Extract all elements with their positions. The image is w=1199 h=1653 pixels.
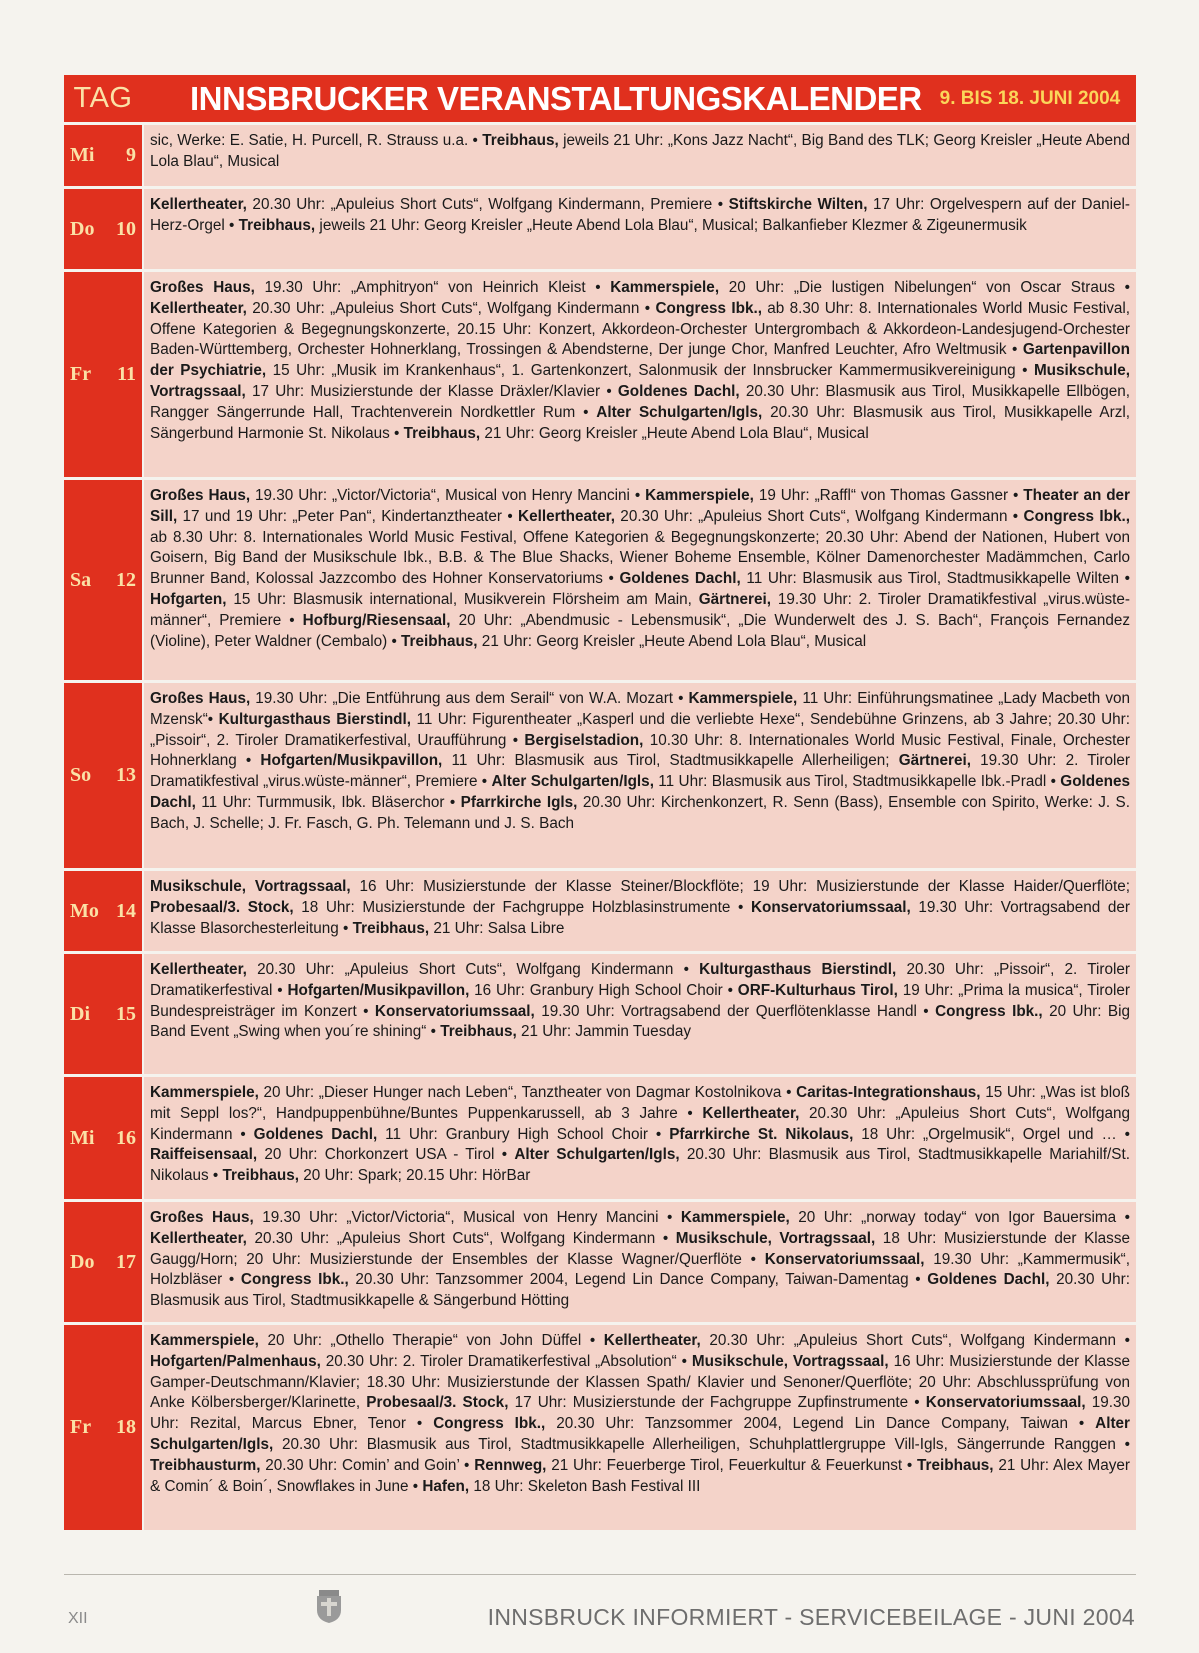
event-details: 19.30 Uhr: „Die Entführung aus dem Serail“ von W.A. Mozart • [250, 690, 689, 707]
venue-name: Kammerspiele, [150, 1084, 259, 1101]
event-details: 11 Uhr: Figurentheater „Kasperl und die verliebte Hexe“, Sendebühne Grinzens, ab 3 Jahre; 20.30 Uhr: „Pissoir“, 2. Tiroler Dramatikerfestival, Uraufführung • [150, 710, 1131, 749]
venue-name: Theater an der Sill, [150, 487, 1131, 525]
venue-name: Goldenes Dachl, [619, 570, 741, 588]
venue-name: Kellertheater, [702, 1104, 800, 1122]
venue-name: Kammerspiele, [680, 1209, 790, 1226]
event-details: 11 Uhr: Turmmusik, Ibk. Bläserchor • [195, 793, 461, 811]
venue-name: Rennweg, [474, 1456, 547, 1474]
venue-name: Treibhaus, [440, 1023, 517, 1041]
venue-name: Konservatoriumssaal, [750, 898, 911, 916]
venue-name: Kammerspiele, [610, 279, 720, 296]
venue-name: Kammerspiele, [688, 690, 798, 707]
event-details: 20.30 Uhr: „Apuleius Short Cuts“, Wolfgang Kindermann • [614, 507, 1024, 525]
weekday: Di [70, 1002, 90, 1025]
venue-name: Großes Haus, [150, 1209, 254, 1226]
event-details: 15 Uhr: „Was ist bloß mit Seppl los?“, Handpuppenbühne/Buntes Puppenkarussell, ab 3 Jahre • [150, 1084, 1130, 1122]
day-number: 13 [116, 764, 136, 786]
venue-name: Musikschule, Vortragssaal, [150, 362, 1130, 400]
calendar-title: INNSBRUCKER VERANSTALTUNGSKALENDER [190, 79, 922, 117]
weekday: So [70, 764, 92, 786]
venue-name: Kammerspiele, [150, 1332, 259, 1349]
venue-name: Konservatoriumssaal, [925, 1394, 1086, 1412]
event-details: 11 Uhr: Blasmusik aus Tirol, Stadtmusikkapelle Wilten • [740, 570, 1130, 588]
day-cell [64, 954, 142, 1074]
event-details: 16 Uhr: Granbury High School Choir • [469, 981, 738, 999]
venue-name: Goldenes Dachl, [150, 773, 1130, 811]
event-details: 20 Uhr: „Abendmusic - Lebensmusik“, „Die Wunderwelt des J. S. Bach“, François Fernandez (Violine), Peter Waldner (Cembalo) • [150, 611, 1130, 650]
event-details: 21 Uhr: Feuerberge Tirol, Feuerkultur & Feuerkunst • [546, 1456, 918, 1474]
day-events [144, 683, 1136, 868]
venue-name: Congress Ibk., [655, 299, 762, 317]
day-events [144, 272, 1136, 477]
weekday: Do [70, 217, 95, 240]
venue-name: Treibhaus, [482, 132, 559, 149]
event-details: 20 Uhr: „Dieser Hunger nach Leben“, Tanztheater von Dagmar Kostolnikova • [258, 1084, 797, 1101]
venue-name: Treibhaus, [238, 216, 316, 234]
event-details: 19.30 Uhr: 2. Tiroler Dramatikfestival „virus.wüste-männer“, Premiere • [150, 752, 1130, 791]
venue-name: Gärtnerei, [898, 752, 971, 770]
day-events [144, 189, 1136, 269]
event-details: 20 Uhr: Chorkonzert USA - Tirol • [257, 1146, 515, 1164]
event-details: 16 Uhr: Musizierstunde der Klasse Gamper-Deutschmann/Klavier; 18.30 Uhr: Musizierstunde der Klassen Spath/ Klavier und Senoner/Querflöte; 20 Uhr: Abschlussprüfung von Anke Kölbersberger/Klarinette, [150, 1352, 1130, 1412]
event-details: 20 Uhr: „Othello Therapie“ von John Düffel • [258, 1332, 604, 1349]
venue-name: Goldenes Dachl, [617, 382, 740, 400]
day-row [64, 1202, 1136, 1322]
weekday: Sa [70, 568, 92, 591]
venue-name: Kulturgasthaus Bierstindl, [218, 710, 412, 728]
venue-name: Großes Haus, [150, 690, 251, 707]
event-details: 21 Uhr: Salsa Libre [429, 919, 565, 937]
venue-name: Hofgarten/Musikpavillon, [287, 981, 470, 999]
venue-name: Goldenes Dachl, [927, 1271, 1050, 1289]
event-details: 20.30 Uhr: „Apuleius Short Cuts“, Wolfgang Kindermann, Premiere • [246, 196, 729, 213]
weekday: Do [70, 1250, 95, 1273]
event-details: 20.30 Uhr: Blasmusik aus Tirol, Stadtmusikkapelle Mariahilf/St. Nikolaus • [150, 1146, 1130, 1185]
venue-name: Kellertheater, [150, 961, 247, 978]
venue-name: Hafen, [422, 1477, 470, 1495]
venue-name: Kellertheater, [603, 1332, 701, 1349]
innsbruck-crest-icon [315, 1588, 343, 1624]
event-details: 21 Uhr: Alex Mayer & Comin´ & Boin´, Snowflakes in June • [150, 1456, 1131, 1495]
event-details: 20 Uhr: „Die lustigen Nibelungen“ von Oscar Straus • [719, 279, 1131, 296]
venue-name: Kulturgasthaus Bierstindl, [699, 961, 897, 978]
day-row [64, 871, 1136, 951]
venue-name: Alter Schulgarten/Igls, [491, 773, 654, 791]
day-row [64, 1325, 1136, 1530]
day-cell [64, 125, 142, 186]
page-number: XII [68, 1610, 88, 1627]
venue-name: Pfarrkirche Igls, [460, 793, 578, 811]
event-details: 21 Uhr: Georg Kreisler „Heute Abend Lola Blau“, Musical [480, 424, 869, 442]
event-details: 20 Uhr: Big Band Event „Swing when you´re shining“ • [150, 1002, 1130, 1041]
day-number: 15 [116, 1002, 136, 1025]
venue-name: Konservatoriumssaal, [764, 1250, 925, 1268]
event-details: jeweils 21 Uhr: Georg Kreisler „Heute Abend Lola Blau“, Musical; Balkanfieber Klezmer & Zigeunermusik [315, 216, 1027, 234]
event-details: 20 Uhr: Spark; 20.15 Uhr: HörBar [299, 1167, 531, 1185]
day-number: 9 [126, 144, 136, 166]
event-details: 20.30 Uhr: „Apuleius Short Cuts“, Wolfgang Kindermann • [700, 1332, 1130, 1349]
event-details: 18 Uhr: Musizierstunde der Fachgruppe Holzblasinstrumente • [293, 898, 751, 916]
footer-divider [64, 1574, 1136, 1575]
day-cell [64, 871, 142, 951]
day-row [64, 954, 1136, 1074]
event-details: ab 8.30 Uhr: 8. Internationales World Music Festival, Offene Kategorien & Begegnungskonzerte, 20.15 Uhr: Konzert, Akkordeon-Orchester Untergrombach & Akkordeon-Landesjugend-Orchester Baden-Württemberg, Orchester Hohnerklang, Trossingen & Abendsterne, Der junge Chor, Manfred Leuchter, Afro Weltmusik • [150, 299, 1131, 359]
event-details: 20.30 Uhr: Comin’ and Goin’ • [260, 1456, 475, 1474]
venue-name: Alter Schulgarten/Igls, [596, 403, 763, 421]
day-number: 11 [117, 363, 136, 385]
event-details: 18 Uhr: Musizierstunde der Klasse Gaugg/Horn; 20 Uhr: Musizierstunde der Ensembles der Klasse Wagner/Querflöte • [150, 1229, 1130, 1268]
venue-name: Alter Schulgarten/Igls, [150, 1415, 1131, 1453]
venue-name: Treibhaus, [222, 1167, 300, 1185]
publication-footer: INNSBRUCK INFORMIERT - SERVICEBEILAGE - JUNI 2004 [487, 1604, 1135, 1630]
venue-name: Konservatoriumssaal, [374, 1002, 535, 1020]
day-number: 16 [116, 1126, 136, 1149]
event-details: 19.30 Uhr: Rezital, Marcus Ebner, Tenor • [150, 1394, 1130, 1433]
venue-name: Hofgarten, [150, 590, 227, 608]
event-details: 19.30 Uhr: 2. Tiroler Dramatikfestival „virus.wüste-männer“, Premiere • [150, 590, 1131, 629]
venue-name: Congress Ibk., [935, 1002, 1043, 1020]
event-details: 18 Uhr: „Orgelmusik“, Orgel und … • [853, 1125, 1131, 1143]
venue-name: Musikschule, Vortragssaal, [691, 1352, 889, 1370]
venue-name: Kellertheater, [150, 299, 247, 317]
venue-name: Musikschule, Vortragssaal, [675, 1229, 876, 1247]
event-details: 20.30 Uhr: Tanzsommer 2004, Legend Lin Dance Company, Taiwan-Damentag • [348, 1271, 928, 1289]
day-row [64, 480, 1136, 680]
calendar-header [64, 75, 1136, 122]
event-details: 17 Uhr: Orgelvespern auf der Daniel-Herz-Orgel • [150, 196, 1131, 234]
event-details: 11 Uhr: Blasmusik aus Tirol, Stadtmusikkapelle Ibk.-Pradl • [653, 773, 1061, 791]
venue-name: Hofgarten/Palmenhaus, [150, 1352, 321, 1370]
weekday: Fr [70, 363, 92, 385]
venue-name: Gartenpavillon der Psychiatrie, [150, 341, 1130, 380]
venue-name: Caritas-Integrationshaus, [796, 1084, 981, 1101]
venue-name: Kammerspiele, [645, 487, 754, 504]
event-details: 20.30 Uhr: Blasmusik aus Tirol, Musikkapelle Ellbögen, Rangger Sängerrunde Hall, Trachtenverein Nordkettler Rum • [150, 382, 1130, 421]
venue-name: Congress Ibk., [240, 1271, 349, 1289]
venue-name: Probesaal/3. Stock, [150, 898, 294, 916]
weekday: Mi [70, 1126, 95, 1149]
event-details: 19 Uhr: „Prima la musica“, Tiroler Bundespreisträger im Konzert • [150, 981, 1131, 1020]
venue-name: Großes Haus, [150, 487, 251, 504]
venue-name: Raiffeisensaal, [150, 1146, 258, 1164]
event-details: 19.30 Uhr: „Amphitryon“ von Heinrich Kleist • [254, 279, 611, 296]
event-details: 17 und 19 Uhr: „Peter Pan“, Kindertanztheater • [177, 507, 519, 525]
event-details: 17 Uhr: Musizierstunde der Fachgruppe Zupfinstrumente • [508, 1394, 926, 1412]
event-details: 21 Uhr: Georg Kreisler „Heute Abend Lola Blau“, Musical [477, 632, 867, 650]
event-details: ab 8.30 Uhr: 8. Internationales World Music Festival, Offene Kategorien & Begegnungskonzerte; 20.30 Uhr: Abend der Nationen, Hubert von Goisern, Big Band der Musikschule Ibk., B.B. & The Blue Shacks, Wiener Boheme Ensemble, Kölner Damenorchester Madämmchen, Carlo Brunner Band, Kolossal Jazzcombo des Hohner Konservatoriums • [150, 528, 1130, 588]
event-details: 20.30 Uhr: „Apuleius Short Cuts“, Wolfgang Kindermann • [246, 1229, 676, 1247]
day-cell [64, 1077, 142, 1199]
event-details: 19.30 Uhr: „Victor/Victoria“, Musical von Henry Mancini • [250, 487, 646, 504]
venue-name: Großes Haus, [150, 279, 255, 296]
venue-name: Musikschule, Vortragssaal, [150, 878, 351, 895]
venue-name: Alter Schulgarten/Igls, [514, 1146, 680, 1164]
day-number: 12 [116, 568, 136, 591]
venue-name: Hofgarten/Musikpavillon, [260, 752, 443, 770]
event-details: 20.30 Uhr: „Apuleius Short Cuts“, Wolfgang Kindermann • [246, 961, 700, 978]
day-row [64, 125, 1136, 186]
event-details: 19.30 Uhr: „Victor/Victoria“, Musical von Henry Mancini • [253, 1209, 681, 1226]
event-details: 20.30 Uhr: Tanzsommer 2004, Legend Lin Dance Company, Taiwan • [545, 1415, 1096, 1433]
day-events [144, 1325, 1136, 1530]
event-calendar [64, 75, 1136, 1530]
event-details: 20.30 Uhr: Kirchenkonzert, R. Senn (Bass), Ensemble con Spirito, Werke: J. S. Bach, J. Schelle; J. Fr. Fasch, G. Ph. Telemann und J. S. Bach [150, 793, 1130, 832]
day-cell [64, 272, 142, 477]
venue-name: Hofburg/Riesensaal, [302, 611, 451, 629]
venue-name: Congress Ibk., [433, 1415, 546, 1433]
event-details: 20.30 Uhr: „Apuleius Short Cuts“, Wolfgang Kindermann • [246, 299, 656, 317]
venue-name: Pfarrkirche St. Nikolaus, [669, 1125, 854, 1143]
day-events [144, 871, 1136, 951]
event-details: 20.30 Uhr: „Apuleius Short Cuts“, Wolfgang Kindermann • [150, 1104, 1131, 1143]
venue-name: Treibhaus, [917, 1456, 994, 1474]
venue-name: Probesaal/3. Stock, [366, 1394, 509, 1412]
date-range: 9. BIS 18. JUNI 2004 [939, 87, 1121, 109]
event-details: 15 Uhr: Blasmusik international, Musikverein Flörsheim am Main, [226, 590, 699, 608]
day-cell [64, 1325, 142, 1530]
venue-name: Congress Ibk., [1023, 507, 1131, 525]
event-details: 19.30 Uhr: „Kammermusik“, Holzbläser • [150, 1250, 1130, 1289]
event-details: 21 Uhr: Jammin Tuesday [516, 1023, 692, 1041]
event-details: 20.30 Uhr: Blasmusik aus Tirol, Musikkapelle Arzl, Sängerbund Harmonie St. Nikolaus • [150, 403, 1130, 442]
event-details: 20.30 Uhr: „Pissoir“, 2. Tiroler Dramatikerfestival • [150, 961, 1130, 999]
event-details: 16 Uhr: Musizierstunde der Klasse Steiner/Blockflöte; 19 Uhr: Musizierstunde der Klasse Haider/Querflöte; [350, 878, 1130, 895]
event-details: 20.30 Uhr: Blasmusik aus Tirol, Stadtmusikkapelle & Sängerbund Hötting [150, 1271, 1130, 1310]
event-details: 11 Uhr: Granbury High School Choir • [377, 1125, 670, 1143]
weekday: Fr [70, 1416, 92, 1438]
event-details: 20.30 Uhr: 2. Tiroler Dramatikerfestival „Absolution“ • [320, 1352, 692, 1370]
venue-name: Treibhaus, [403, 424, 481, 442]
day-events [144, 480, 1136, 680]
event-details: 17 Uhr: Musizierstunde der Klasse Dräxler/Klavier • [245, 382, 618, 400]
day-cell [64, 683, 142, 868]
venue-name: Kellertheater, [518, 507, 615, 525]
day-cell [64, 1202, 142, 1322]
day-events [144, 1077, 1136, 1199]
event-details: 19.30 Uhr: Vortragsabend der Querflötenklasse Handl • [534, 1002, 936, 1020]
day-cell [64, 480, 142, 680]
event-details: 19.30 Uhr: Vortragsabend der Klasse Blasorchesterleitung • [150, 898, 1130, 937]
venue-name: Treibhaus, [401, 632, 478, 650]
day-number: 10 [116, 217, 136, 240]
venue-name: ORF-Kulturhaus Tirol, [737, 981, 898, 999]
event-details: 20 Uhr: „norway today“ von Igor Bauersima • [789, 1209, 1130, 1226]
venue-name: Kellertheater, [150, 196, 247, 213]
day-events [144, 125, 1136, 186]
day-row [64, 189, 1136, 269]
event-details: 20.30 Uhr: Blasmusik aus Tirol, Stadtmusikkapelle Allerheiligen, Schuhplattlergruppe Vill-Igls, Sängerrunde Ranggen • [273, 1435, 1130, 1453]
venue-name: Treibhaus, [352, 919, 430, 937]
event-details: 11 Uhr: Blasmusik aus Tirol, Stadtmusikkapelle Allerheiligen; [442, 752, 899, 770]
venue-name: Treibhausturm, [150, 1456, 261, 1474]
day-events [144, 1202, 1136, 1322]
event-details: 19 Uhr: „Raffl“ von Thomas Gassner • [753, 487, 1024, 504]
weekday: Mi [70, 144, 95, 166]
day-number: 18 [116, 1416, 136, 1438]
venue-name: Kellertheater, [150, 1229, 247, 1247]
day-column-label: TAG [73, 82, 133, 114]
event-details: 10.30 Uhr: 8. Internationales World Music Festival, Finale, Orchester Hohnerklang • [150, 731, 1130, 770]
event-details: 18 Uhr: Skeleton Bash Festival III [469, 1477, 701, 1495]
event-details: 15 Uhr: „Musik im Krankenhaus“, 1. Gartenkonzert, Salonmusik der Innsbrucker Kammermusikvereinigung • [266, 362, 1034, 380]
day-number: 14 [116, 899, 136, 922]
day-cell [64, 189, 142, 269]
day-events [144, 954, 1136, 1074]
event-details: jeweils 21 Uhr: „Kons Jazz Nacht“, Big Band des TLK; Georg Kreisler „Heute Abend Lola Blau“, Musical [150, 132, 1131, 170]
event-details: sic, Werke: E. Satie, H. Purcell, R. Strauss u.a. • [150, 132, 483, 149]
venue-name: Stiftskirche Wilten, [728, 196, 868, 213]
day-row [64, 683, 1136, 868]
venue-name: Goldenes Dachl, [253, 1125, 378, 1143]
venue-name: Bergiselstadion, [524, 731, 644, 749]
day-row [64, 1077, 1136, 1199]
event-details: 11 Uhr: Einführungsmatinee „Lady Macbeth von Mzensk“• [150, 690, 1130, 728]
venue-name: Gärtnerei, [698, 590, 771, 608]
weekday: Mo [70, 899, 99, 922]
day-row [64, 272, 1136, 477]
day-number: 17 [116, 1250, 136, 1273]
